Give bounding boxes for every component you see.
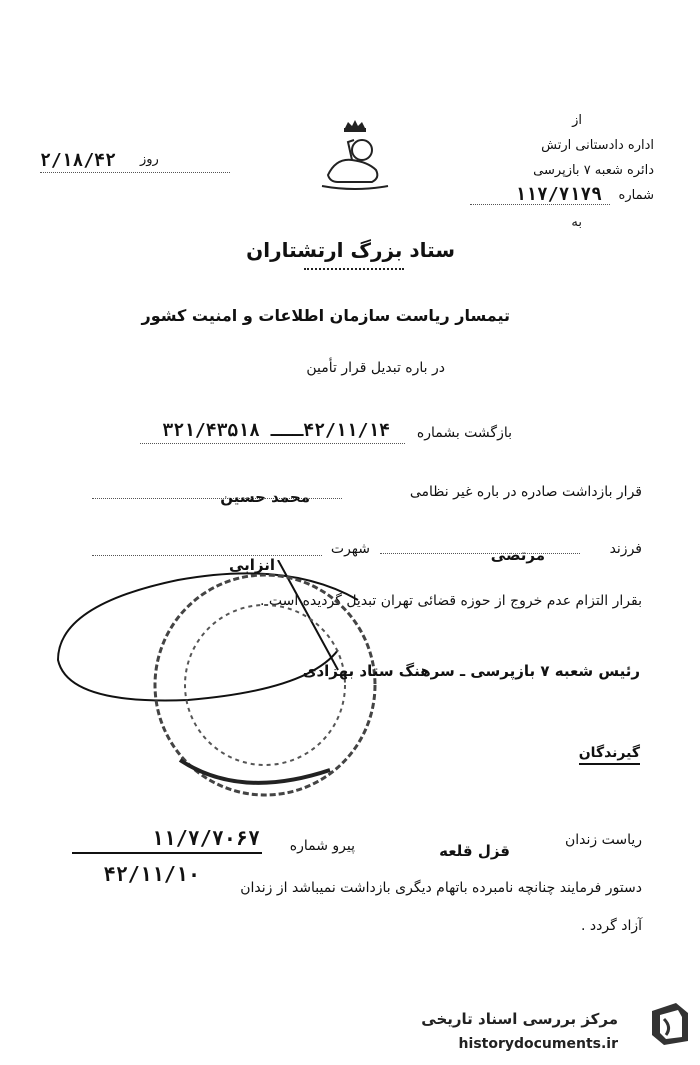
signatory: رئیس شعبه ۷ بازپرسی ـ سرهنگ ستاد بهزادی xyxy=(302,662,640,680)
conversion-text: بقرار التزام عدم خروج از حوزه قضائی تهران تبدیل گردیده است . xyxy=(259,593,642,609)
name-dotted-line xyxy=(92,498,342,499)
child-of-label: فرزند xyxy=(609,541,642,557)
date-value: ۲/۱۸/۴۲ xyxy=(40,150,116,171)
archive-logo-icon xyxy=(648,1001,692,1047)
follow-number-value: ۱۱/۷/۷۰۶۷ xyxy=(151,826,260,850)
watermark-url: historydocuments.ir xyxy=(458,1036,618,1052)
official-round-stamp-icon xyxy=(140,560,390,810)
from-line-2: دائره شعبه ۷ بازپرسی xyxy=(533,163,654,178)
follow-number-underline xyxy=(72,852,262,854)
surname-label: شهرت xyxy=(330,541,370,557)
release-instruction-end: آزاد گردد . xyxy=(581,918,642,934)
surname-dotted-line xyxy=(92,555,322,556)
prison-name: قزل قلعه xyxy=(439,842,510,860)
subject: در باره تبدیل قرار تأمین xyxy=(306,360,445,376)
reference-dotted-line xyxy=(140,443,405,444)
date-dotted-line xyxy=(40,172,230,173)
from-label: از xyxy=(572,113,582,128)
father-name: مرتضی xyxy=(490,546,545,564)
title-ornament xyxy=(304,268,404,276)
reference-value: ۴۲/۱۱/۱۴ـــ ۳۲۱/۴۳۵۱۸ xyxy=(162,420,390,441)
number-label: شماره xyxy=(618,188,654,203)
document-title: ستاد بزرگ ارتشتاران xyxy=(246,238,455,262)
to-label: به xyxy=(571,215,582,230)
watermark-org-name: مرکز بررسی اسناد تاریخی xyxy=(421,1010,618,1028)
subject-name: محمد حسین xyxy=(220,488,310,506)
release-instruction: دستور فرمایند چنانچه نامبرده باتهام دیگری بازداشت نمیباشد از زندان xyxy=(240,880,642,896)
reference-label: بازگشت بشماره xyxy=(416,425,512,441)
date-label: روز xyxy=(140,152,159,167)
detention-order-text: قرار بازداشت صادره در باره غیر نظامی xyxy=(409,484,642,500)
prison-label: ریاست زندان xyxy=(564,832,642,848)
from-line-1: اداره دادستانی ارتش xyxy=(541,138,654,153)
recipients-heading: گیرندگان xyxy=(579,745,640,765)
number-value: ۱۱۷/۷۱۷۹ xyxy=(515,184,602,205)
father-dotted-line xyxy=(380,553,580,554)
number-dotted-line xyxy=(470,204,610,205)
follow-date-value: ۴۲/۱۱/۱۰ xyxy=(103,862,200,886)
lion-and-sun-emblem-icon xyxy=(318,120,392,190)
follow-number-label: پیرو شماره xyxy=(289,838,355,854)
addressee: تیمسار ریاست سازمان اطلاعات و امنیت کشور xyxy=(141,306,510,325)
surname: انزابی xyxy=(228,556,275,574)
